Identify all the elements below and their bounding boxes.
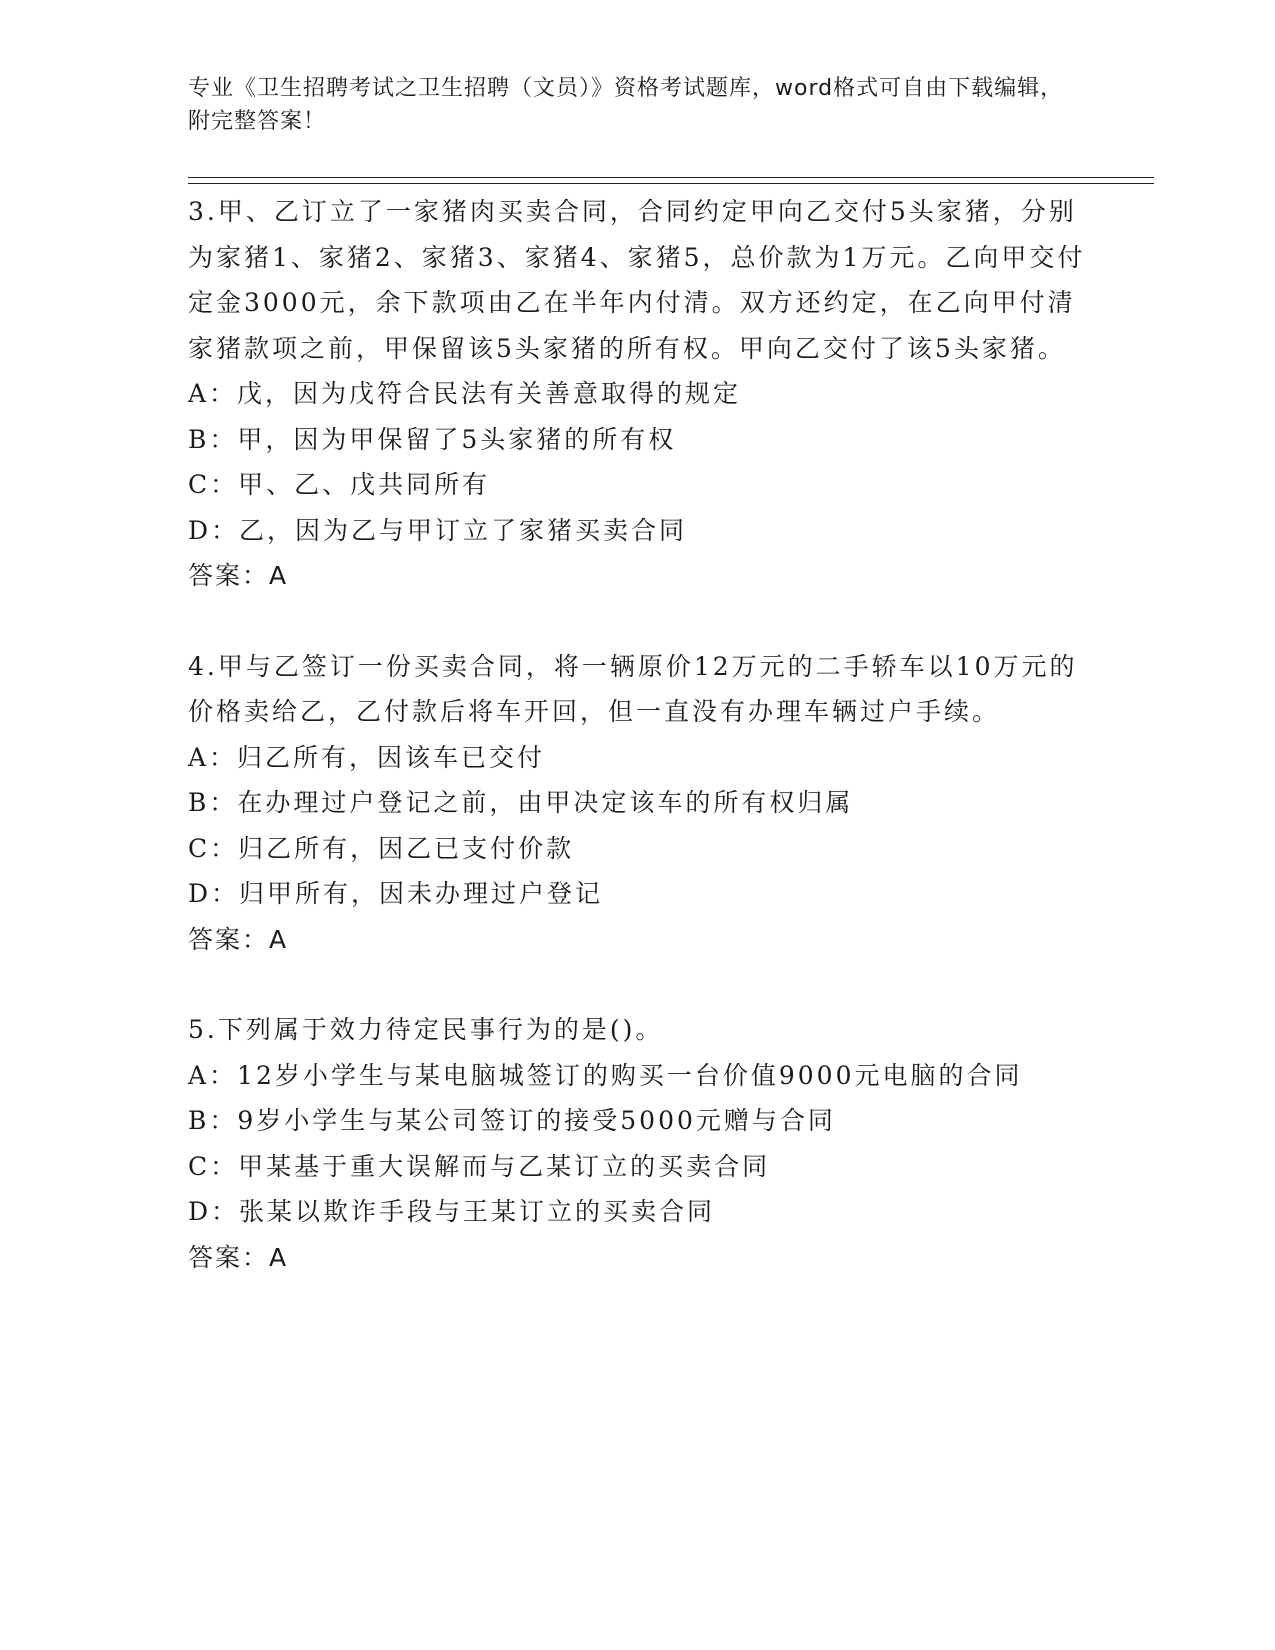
answer-line: 答案：A <box>188 1242 289 1272</box>
option-d: D：张某以欺诈手段与王某订立的买卖合同 <box>188 1197 716 1226</box>
question-stem: 3.甲、乙订立了一家猪肉买卖合同，合同约定甲向乙交付5头家猪，分别为家猪1、家猪2、家猪3、家猪4、家猪5，总价款为1万元。乙向甲交付定金3000元，余下款项由乙在半年内付清。双方还约定，在乙向甲付清家猪款项之前，甲保留该5头家猪的所有权。甲向乙交付了该5头家猪。 <box>188 197 1086 363</box>
question-spacer <box>188 962 1088 1007</box>
question-4 <box>188 644 1088 963</box>
option-a: A：12岁小学生与某电脑城签订的购买一台价值9000元电脑的合同 <box>188 1060 1023 1090</box>
question-5 <box>188 1007 1088 1280</box>
question-stem: 4.甲与乙签订一份买卖合同，将一辆原价12万元的二手轿车以10万元的价格卖给乙，乙付款后将车开回，但一直没有办理车辆过户手续。 <box>188 651 1078 726</box>
header-divider-top <box>188 177 1154 178</box>
option-b: B：9岁小学生与某公司签订的接受5000元赠与合同 <box>188 1106 836 1135</box>
question-list <box>188 189 1088 1280</box>
option-c: C：甲某基于重大误解而与乙某订立的买卖合同 <box>188 1151 771 1181</box>
document-header: 专业《卫生招聘考试之卫生招聘（文员）》资格考试题库，word格式可自由下载编辑，附完整答案！ <box>188 76 1064 134</box>
option-c: C：甲、乙、戊共同所有 <box>188 470 491 499</box>
option-b: B：甲，因为甲保留了5头家猪的所有权 <box>188 424 677 454</box>
option-d: D：乙，因为乙与甲订立了家猪买卖合同 <box>188 515 688 545</box>
answer-line: 答案：A <box>188 924 289 954</box>
question-3 <box>188 189 1088 599</box>
question-spacer <box>188 599 1088 644</box>
option-c: C：归乙所有，因乙已支付价款 <box>188 833 575 863</box>
header-divider-bottom <box>188 183 1154 184</box>
option-d: D：归甲所有，因未办理过户登记 <box>188 879 604 908</box>
question-stem: 5.下列属于效力待定民事行为的是()。 <box>188 1015 664 1044</box>
answer-line: 答案：A <box>188 561 289 590</box>
option-b: B：在办理过户登记之前，由甲决定该车的所有权归属 <box>188 788 854 817</box>
option-a: A：戊，因为戊符合民法有关善意取得的规定 <box>188 379 742 408</box>
option-a: A：归乙所有，因该车已交付 <box>188 742 546 772</box>
